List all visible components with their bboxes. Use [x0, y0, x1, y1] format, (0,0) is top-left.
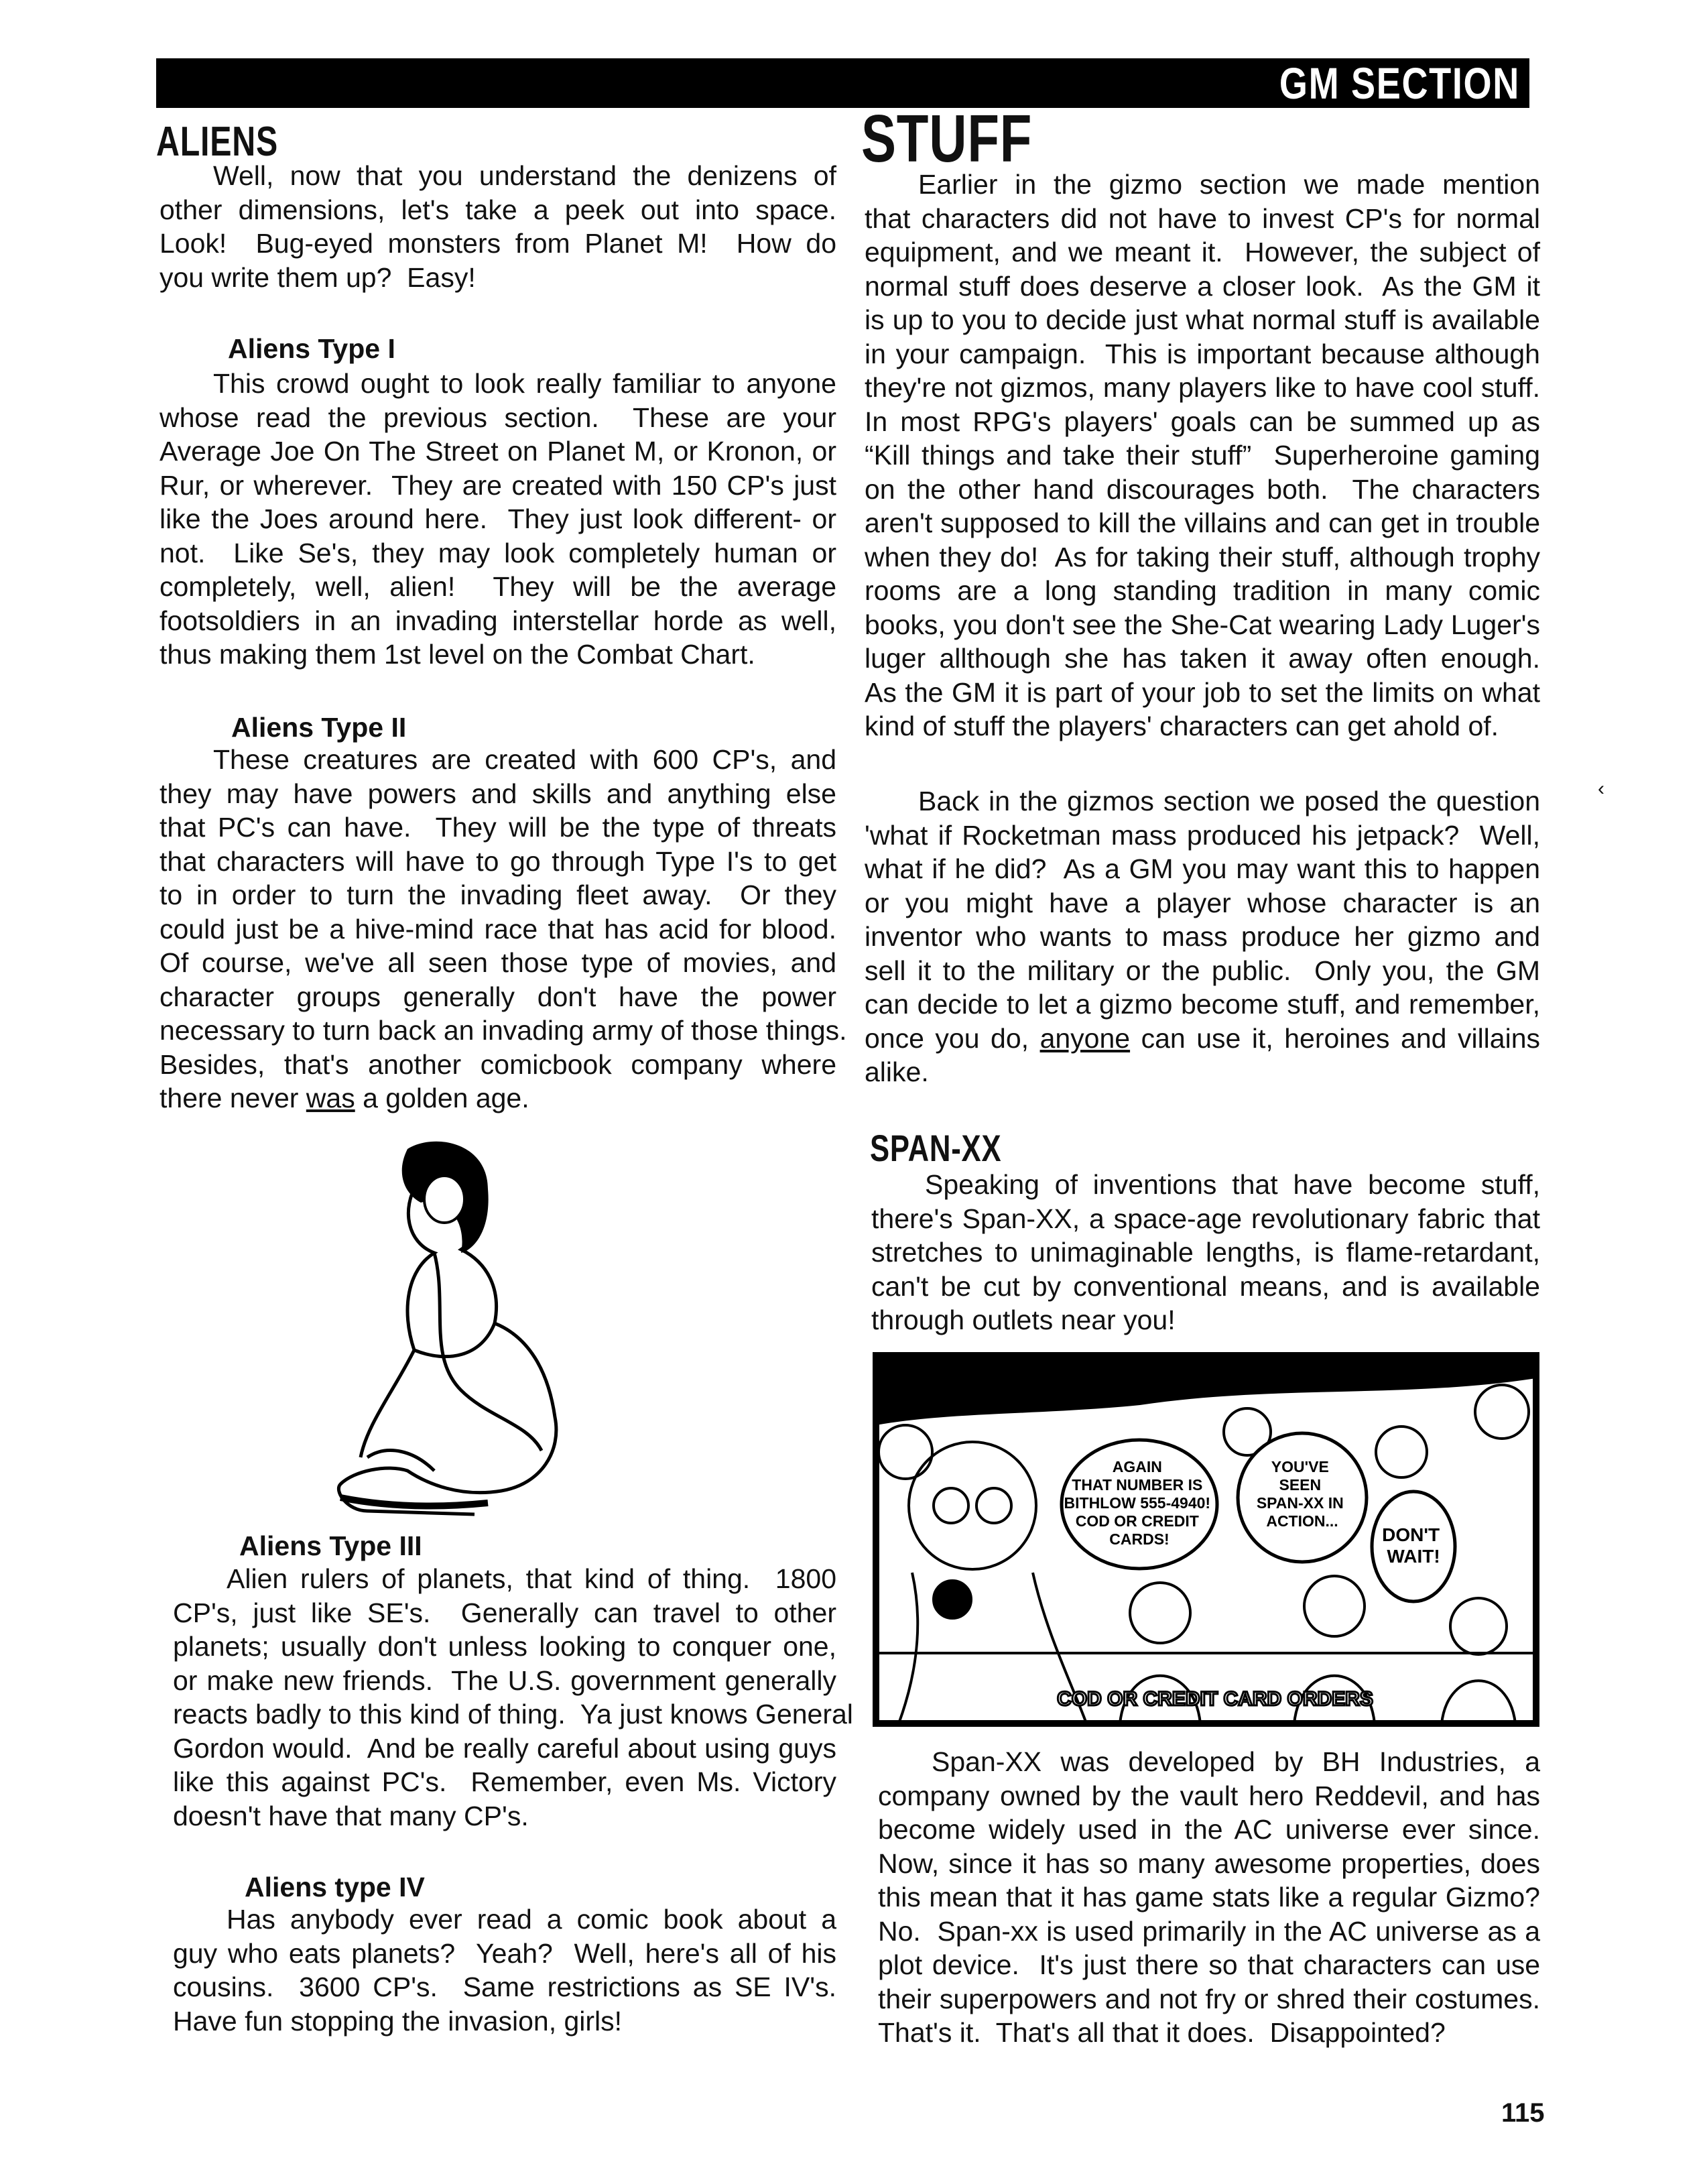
paragraph-stuff2 — [865, 784, 1540, 1089]
text-line: aren't supposed to kill the villains and can get in trouble — [865, 507, 1540, 538]
text-line: CP's, just like SE's. Generally can travel to other — [173, 1597, 836, 1628]
text-line: this mean that it has game stats like a regular Gizmo? — [878, 1882, 1540, 1913]
text-line: is up to you to decide just what normal stuff is available — [865, 304, 1540, 335]
text-line: 'what if Rocketman mass produced his jetpack? Well, — [865, 819, 1540, 851]
stuff-heading: STUFF — [861, 101, 1033, 176]
stray-mark: ‹ — [1598, 778, 1604, 800]
text-line: cousins. 3600 CP's. Same restrictions as SE IV's. — [173, 1971, 836, 2002]
text-line: “Kill things and take their stuff” Superheroine gaming — [865, 440, 1540, 471]
text-line: Well, now that you understand the denizens of — [213, 160, 836, 191]
text-line: they're not gizmos, many players like to have cool stuff. — [865, 372, 1540, 403]
text-line: plot device. It's just there so that characters can use — [878, 1949, 1540, 1980]
text-line: not. Like Se's, they may look completely human or — [160, 537, 836, 568]
bubble-1-line: THAT NUMBER IS — [1072, 1476, 1203, 1494]
span-xx-heading: SPAN-XX — [870, 1127, 1002, 1169]
span-xx-comic-panel — [872, 1351, 1540, 1727]
bubble-1-line: COD OR CREDIT — [1075, 1512, 1199, 1530]
paragraph-type2 — [160, 743, 847, 1115]
paragraph-type4 — [173, 1902, 836, 2038]
text-line: sell it to the military or the public. Only you, the GM — [865, 955, 1540, 986]
text-line: books, you don't see the She-Cat wearing Lady Luger's — [865, 609, 1540, 640]
text-line: inventor who wants to mass produce her gizmo and — [865, 921, 1540, 952]
subheading-aliens-type-1: Aliens Type I — [228, 333, 395, 364]
paragraph-stuff1 — [865, 168, 1540, 743]
text-segment: once you do, — [865, 1022, 1040, 1054]
text-line: can't be cut by conventional means, and is available — [871, 1270, 1540, 1302]
text-segment: a golden age. — [355, 1083, 529, 1113]
bubble-1-line: BITHLOW 555-4940! — [1064, 1494, 1211, 1512]
text-line: alike. — [865, 1056, 929, 1087]
text-line: in your campaign. This is important because although — [865, 338, 1540, 369]
text-line: Alien rulers of planets, that kind of thing. 1800 — [227, 1563, 836, 1594]
text-line: or make new friends. The U.S. government generally — [173, 1664, 836, 1696]
text-line — [865, 1022, 1540, 1056]
subheading-aliens-type-4: Aliens type IV — [245, 1872, 425, 1902]
section-header-bar — [156, 58, 1529, 108]
text-line: other dimensions, let's take a peek out into space. — [160, 194, 836, 225]
text-line: character groups generally don't have the power — [160, 981, 836, 1012]
text-line: Have fun stopping the invasion, girls! — [173, 2005, 623, 2037]
text-line — [160, 1081, 836, 1115]
bubble-3-line: WAIT! — [1387, 1546, 1440, 1567]
text-line: company owned by the vault hero Reddevil, and has — [878, 1780, 1540, 1811]
text-line: when they do! As for taking their stuff, although trophy — [865, 541, 1540, 572]
speech-bubble-3 — [1372, 1492, 1455, 1601]
subheading-aliens-type-2: Aliens Type II — [231, 712, 407, 743]
text-line: or you might have a player whose character is an — [865, 887, 1540, 918]
paragraph-intro — [160, 159, 836, 294]
text-line: on the other hand discourages both. The characters — [865, 473, 1540, 505]
speech-bubble-2 — [1238, 1433, 1367, 1562]
text-line: These creatures are created with 600 CP's, and — [213, 744, 836, 775]
text-line: Of course, we've all seen those type of movies, and — [160, 947, 836, 978]
text-line: completely, well, alien! They will be the average — [160, 571, 836, 602]
text-line: there's Span-XX, a space-age revolutionary fabric that — [871, 1203, 1540, 1234]
text-line: to in order to turn the invading fleet away. Or they — [160, 879, 836, 910]
text-line: Now, since it has so many awesome properties, does — [878, 1847, 1540, 1879]
text-line: guy who eats planets? Yeah? Well, here's all of his — [173, 1937, 836, 1969]
text-segment: there never — [160, 1083, 306, 1113]
bubble-2-line: SPAN-XX IN — [1256, 1494, 1344, 1512]
text-line: planets; usually don't unless looking to conquer one, — [173, 1631, 836, 1662]
text-line: through outlets near you! — [871, 1305, 1176, 1335]
text-line: they may have powers and skills and anything else — [160, 778, 836, 809]
text-line: that characters did not have to invest CP's for normal — [865, 202, 1540, 234]
kneeling-woman-illustration — [327, 1136, 585, 1525]
text-line: Earlier in the gizmo section we made mention — [918, 169, 1540, 200]
text-line: Besides, that's another comicbook company where — [160, 1048, 836, 1080]
text-line: Gordon would. And be really careful about using guys — [173, 1732, 836, 1764]
text-line: normal stuff does deserve a closer look. As the GM it — [865, 270, 1540, 302]
bubble-2-line: SEEN — [1279, 1476, 1322, 1494]
paragraph-type3 — [173, 1562, 853, 1833]
text-line: necessary to turn back an invading army of those things. — [160, 1015, 847, 1046]
text-line: footsoldiers in an invading interstellar horde as well, — [160, 605, 836, 636]
text-line: like the Joes around here. They just look different- or — [160, 503, 836, 534]
text-line: rooms are a long standing tradition in many comic — [865, 575, 1540, 606]
text-line: doesn't have that many CP's. — [173, 1800, 529, 1831]
text-line: can decide to let a gizmo become stuff, and remember, — [865, 989, 1540, 1020]
text-line: Speaking of inventions that have become stuff, — [925, 1169, 1540, 1200]
text-line: what if he did? As a GM you may want this to happen — [865, 853, 1540, 884]
speech-bubble-1 — [1062, 1440, 1217, 1569]
text-line: Rur, or wherever. They are created with 150 CP's just — [160, 469, 836, 501]
text-line: luger allthough she has taken it away often enough. — [865, 643, 1540, 674]
microphone — [934, 1581, 971, 1618]
text-line: their superpowers and not fry or shred their costumes. — [878, 1983, 1540, 2014]
paragraph-span1 — [871, 1168, 1540, 1337]
page-number: 115 — [1501, 2098, 1545, 2128]
bubble-3-line: DON'T — [1382, 1524, 1440, 1545]
text-line: This crowd ought to look really familiar to anyone — [213, 368, 836, 399]
text-line: No. Span-xx is used primarily in the AC universe as a — [878, 1915, 1540, 1947]
text-line: reacts badly to this kind of thing. Ya just knows General — [173, 1699, 853, 1730]
text-line: equipment, and we meant it. However, the subject of — [865, 237, 1540, 267]
text-line: become widely used in the AC universe ever since. — [878, 1814, 1540, 1845]
text-line: kind of stuff the players' characters can get ahold of. — [865, 711, 1499, 741]
text-line: That's it. That's all that it does. Disappointed? — [878, 2017, 1446, 2048]
svg-text:DON'T WAIT! — [1382, 1524, 1445, 1567]
bubble-1-line: AGAIN — [1112, 1458, 1162, 1475]
bubble-2-line: YOU'VE — [1271, 1458, 1329, 1475]
text-line: that characters will have to go through Type I's to get — [160, 845, 836, 877]
text-line: Has anybody ever read a comic book about a — [227, 1904, 836, 1935]
underlined-word: was — [306, 1083, 355, 1113]
text-line: like this against PC's. Remember, even Ms. Victory — [173, 1766, 836, 1797]
text-line: Average Joe On The Street on Planet M, or Kronon, or — [160, 436, 836, 467]
text-line: In most RPG's players' goals can be summed up as — [865, 406, 1540, 437]
text-segment: can use it, heroines and villains — [1130, 1022, 1540, 1054]
text-line: thus making them 1st level on the Combat Chart. — [160, 639, 755, 670]
section-label: GM SECTION — [1279, 58, 1520, 108]
comic-caption: COD OR CREDIT CARD ORDERS — [1057, 1688, 1373, 1710]
text-line: you write them up? Easy! — [160, 261, 476, 293]
text-line: Span-XX was developed by BH Industries, a — [932, 1746, 1540, 1777]
text-line: could just be a hive-mind race that has acid for blood. — [160, 913, 836, 945]
text-line: whose read the previous section. These are your — [160, 402, 836, 433]
bubble-1-line: CARDS! — [1109, 1530, 1170, 1548]
paragraph-span2 — [878, 1745, 1540, 2050]
text-line: stretches to unimaginable lengths, is flame-retardant, — [871, 1237, 1540, 1268]
text-line: that PC's can have. They will be the type of threats — [160, 812, 836, 843]
text-line: As the GM it is part of your job to set the limits on what — [865, 676, 1540, 708]
aliens-heading: ALIENS — [156, 119, 279, 165]
paragraph-type1 — [160, 367, 836, 672]
bubble-2-line: ACTION... — [1266, 1512, 1338, 1530]
text-line: Back in the gizmos section we posed the question — [918, 786, 1540, 816]
underlined-word: anyone — [1039, 1022, 1131, 1054]
text-line: Look! Bug-eyed monsters from Planet M! How do — [160, 228, 836, 259]
subheading-aliens-type-3: Aliens Type III — [239, 1530, 422, 1561]
